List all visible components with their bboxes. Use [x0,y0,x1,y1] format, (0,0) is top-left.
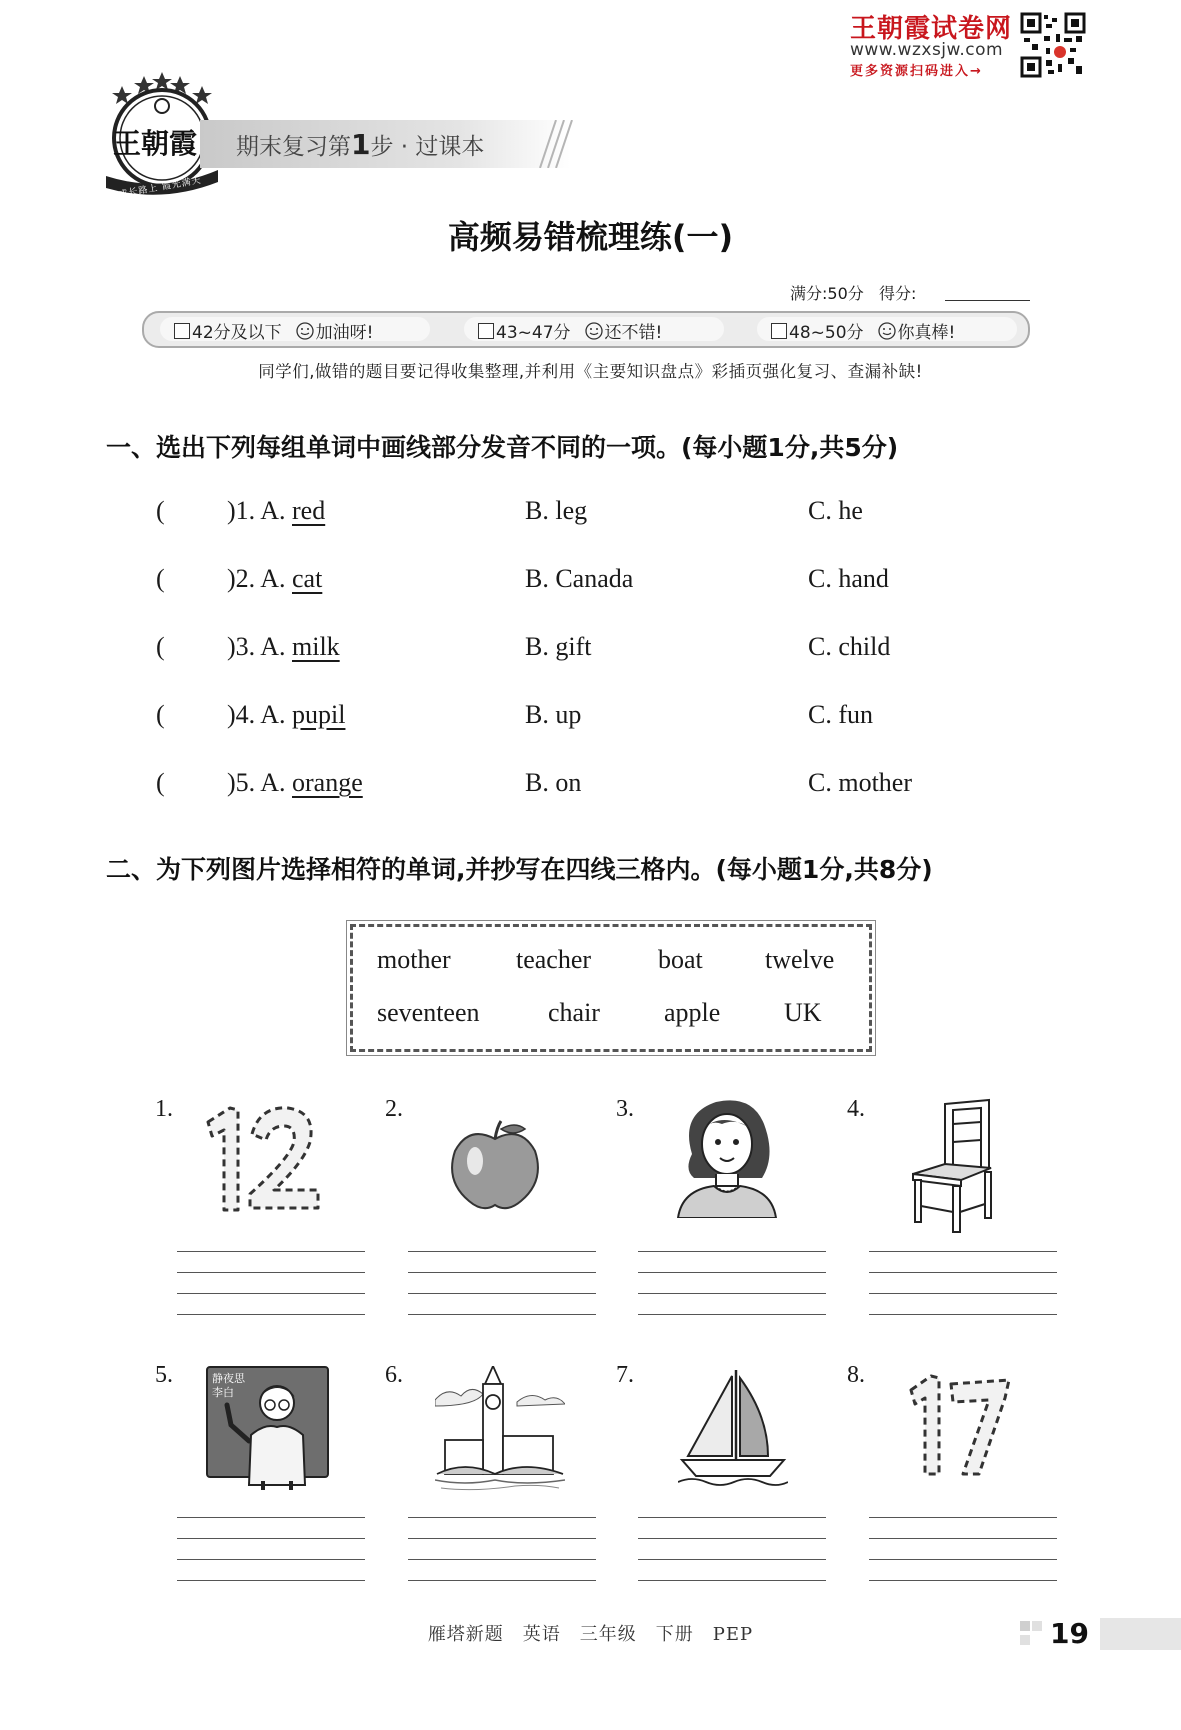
word-bank [350,924,872,1052]
option-c: C. child [808,632,891,661]
word-bank-item: chair [548,998,600,1027]
number-twelve-picture [200,1100,330,1220]
instruction-note: 同学们,做错的题目要记得收集整理,并利用《主要知识盘点》彩插页强化复习、查漏补缺! [258,362,923,381]
page-number: 19 [1050,1617,1089,1650]
option-c: C. mother [808,768,912,797]
writing-lines[interactable] [177,1251,365,1335]
qr-code-icon[interactable] [1020,12,1086,78]
banner-stripes [536,120,576,168]
answer-paren[interactable]: ( [156,564,165,593]
option-c: C. hand [808,564,889,593]
checkbox[interactable] [771,323,787,339]
brand-tip: 更多资源扫码进入→ [850,64,983,79]
checkbox[interactable] [478,323,494,339]
word-bank-item: mother [377,945,451,974]
option-a: )1. A. red [227,496,326,525]
page-title: 高频易错梳理练(一) [447,218,734,256]
word-bank-item: apple [664,998,721,1027]
option-a: )4. A. pupil [227,700,346,729]
item-number: 8. [847,1362,865,1388]
writing-lines[interactable] [408,1251,596,1335]
score-label: 得分: [879,284,917,303]
answer-paren[interactable]: ( [156,700,165,729]
footer-book-info: 雁塔新题 英语 三年级 下册 PEP [427,1624,754,1645]
option-a: )2. A. cat [227,564,323,593]
option-b: B. Canada [525,564,634,593]
item-number: 4. [847,1096,865,1122]
answer-paren[interactable]: ( [156,768,165,797]
option-b: B. on [525,768,582,797]
rating-option-2[interactable]: 43~47分 还不错! [478,318,662,343]
section-1-heading: 一、选出下列每组单词中画线部分发音不同的一项。(每小题1分,共5分) [106,433,899,462]
word-bank-item: boat [658,945,703,974]
smile-face-icon [585,322,603,340]
word-bank-item: twelve [765,945,835,974]
writing-lines[interactable] [869,1517,1057,1601]
word-bank-item: UK [784,998,822,1027]
word-bank-item: seventeen [377,998,480,1027]
item-number: 5. [155,1362,173,1388]
writing-lines[interactable] [869,1251,1057,1335]
score-line [790,281,916,304]
checkbox[interactable] [174,323,190,339]
woman-mother-picture [672,1094,782,1218]
writing-lines[interactable] [177,1517,365,1601]
uk-big-ben-picture [435,1366,565,1491]
option-b: B. up [525,700,582,729]
option-a: )5. A. orange [227,768,363,797]
number-seventeen-picture [905,1370,1015,1480]
option-b: B. gift [525,632,592,661]
score-blank[interactable] [945,300,1030,301]
page-number-bar [1100,1618,1181,1650]
option-a: )3. A. milk [227,632,340,661]
item-number: 3. [616,1096,634,1122]
full-score: 满分:50分 [790,284,864,303]
smile-face-icon [878,322,896,340]
chair-picture [905,1094,1005,1234]
option-c: C. he [808,496,863,525]
item-number: 7. [616,1362,634,1388]
logo-ribbon: 成长路上 霞光满天 [118,175,203,201]
answer-paren[interactable]: ( [156,632,165,661]
brand-name: 王朝霞试卷网 [850,14,1013,44]
blackboard-text: 静夜思 李白 [212,1372,245,1399]
apple-picture [445,1115,545,1215]
option-b: B. leg [525,496,588,525]
answer-paren[interactable]: ( [156,496,165,525]
item-number: 6. [385,1362,403,1388]
writing-lines[interactable] [638,1251,826,1335]
chapter-banner-text: 期末复习第1步 · 过课本 [236,128,485,161]
smile-face-icon [296,322,314,340]
writing-lines[interactable] [638,1517,826,1601]
rating-option-1[interactable]: 42分及以下 加油呀! [174,318,373,343]
option-c: C. fun [808,700,873,729]
boat-picture [678,1366,788,1488]
logo-text: 王朝霞 [113,127,198,160]
item-number: 1. [155,1096,173,1122]
brand-url[interactable]: www.wzxsjw.com [850,40,1004,60]
section-2-heading: 二、为下列图片选择相符的单词,并抄写在四线三格内。(每小题1分,共8分) [106,855,933,884]
writing-lines[interactable] [408,1517,596,1601]
rating-option-3[interactable]: 48~50分 你真棒! [771,318,955,343]
item-number: 2. [385,1096,403,1122]
word-bank-item: teacher [516,945,592,974]
